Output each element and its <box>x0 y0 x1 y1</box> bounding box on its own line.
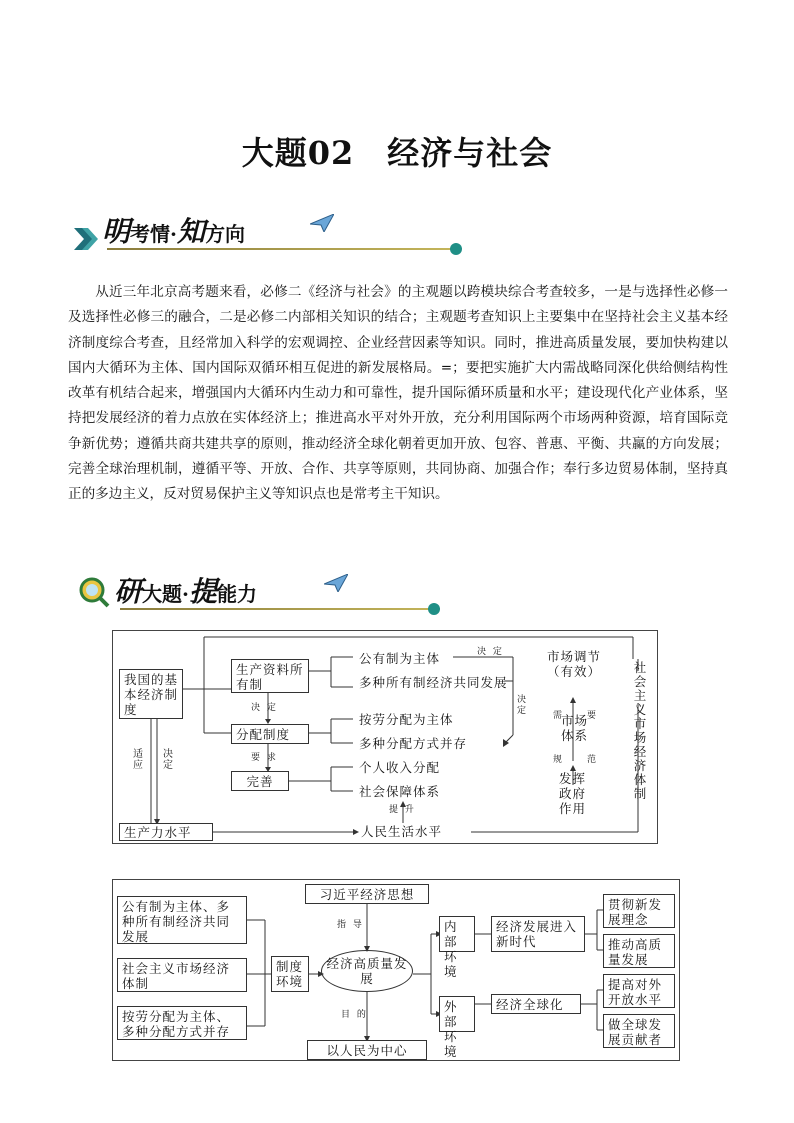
perfect-box: 完善 <box>231 771 289 791</box>
section-header-exam-trends <box>72 206 452 256</box>
norm-label: 范 <box>587 755 599 765</box>
right-box-hq-development: 推动高质量发展 <box>603 934 675 968</box>
section1-char2: 知 <box>176 215 205 248</box>
paper-plane-icon <box>324 574 348 592</box>
government-label: 发挥政府作用 <box>559 771 587 816</box>
page-title: 大题02 经济与社会 <box>241 134 553 172</box>
left-box-market-system: 社会主义市场经济体制 <box>117 958 247 992</box>
market-adjust-label: 市场调节（有效） <box>546 649 601 679</box>
social-security-label: 社会保障体系 <box>359 784 441 799</box>
socialist-market-label: 社会主义市场经济体制 <box>633 660 647 801</box>
multi-dist-label: 多种分配方式并存 <box>359 736 468 751</box>
living-standard-label: 人民生活水平 <box>361 824 443 839</box>
decide-vertical-label: 决定 <box>163 749 173 771</box>
personal-income-label: 个人收入分配 <box>359 760 441 775</box>
globalization-box: 经济全球化 <box>491 994 581 1014</box>
section2-char2: 提 <box>188 575 217 608</box>
section-header-improve-ability <box>72 566 452 616</box>
guide-label: 指 导 <box>337 920 364 930</box>
left-box-ownership: 公有制为主体、多种所有制经济共同发展 <box>117 896 247 944</box>
want-label: 要 <box>587 711 599 721</box>
diagram-basic-economic-system <box>112 630 658 844</box>
intro-paragraph: 从近三年北京高考题来看，必修二《经济与社会》的主观题以跨模块综合考查较多，一是与选择性必修一及选择性必修三的融合，二是必修二内部相关知识的结合；主观题考查知识上主要集中在坚持社会主义基本经济制度综合考查，且经常加入科学的宏观调控、企业经营因素等知识。同时，推进高质量发展，要加快构建以国内大循环为主体、国内国际双循环相互促进的新发展格局。=；要把实施扩大内需战略同深化供给侧结构性改革有机结合起来，增强国内大循环内生动力和可靠性，提升国际循环质量和水平；建设现代化产业体系，坚持把发展经济的着力点放在实体经济上；推进高水平对外开放，充分利用国际两个市场两种资源，培育国际竞争新优势；遵循共商共建共享的原则，推动经济全球化朝着更加开放、包容、普惠、平衡、共赢的方向发展；完善全球治理机制，遵循平等、开放、合作、共享等原则，共同协商、加强合作；奉行多边贸易体制，坚持真正的多边主义，反对贸易保护主义等知识点也是常考主干知识。 <box>68 284 728 503</box>
regulate-label: 规 <box>553 755 565 765</box>
xi-thought-box: 习近平经济思想 <box>305 884 429 904</box>
internal-env-box: 内部环境 <box>439 916 475 952</box>
productivity-box: 生产力水平 <box>119 823 213 841</box>
paper-plane-icon <box>310 214 334 232</box>
magnifier-icon <box>78 576 112 610</box>
purpose-label: 目 的 <box>341 1010 368 1020</box>
need-label: 需 <box>553 711 565 721</box>
public-main-label: 公有制为主体 <box>359 651 441 666</box>
diagram-high-quality-development <box>112 879 680 1061</box>
ownership-box: 生产资料所有制 <box>231 659 309 693</box>
section1-char1: 明 <box>102 215 131 248</box>
adapt-label: 适应 <box>133 749 143 771</box>
system-env-box: 制度环境 <box>271 956 309 992</box>
section2-text2: 能力 <box>217 582 257 606</box>
decide-label-2: 决 定 <box>477 647 504 657</box>
labor-main-label: 按劳分配为主体 <box>359 712 454 727</box>
people-center-box: 以人民为中心 <box>307 1040 427 1060</box>
chevron-right-icon <box>72 224 102 254</box>
left-box-distribution: 按劳分配为主体、多种分配方式并存 <box>117 1006 247 1040</box>
improve-label: 提 升 <box>389 805 416 815</box>
section1-text2: 方向 <box>205 222 245 246</box>
right-box-new-concept: 贯彻新发展理念 <box>603 894 675 928</box>
section1-text1: 考情· <box>130 222 177 246</box>
basic-system-box: 我国的基本经济制度 <box>119 669 183 719</box>
right-box-global-contributor: 做全球发展贡献者 <box>603 1014 675 1048</box>
hq-dev-ellipse: 经济高质量发展 <box>321 950 413 992</box>
section2-text1: 大题· <box>142 582 189 606</box>
decide-label: 决 定 <box>251 703 278 713</box>
new-era-box: 经济发展进入新时代 <box>491 916 585 952</box>
distribution-box: 分配制度 <box>231 724 309 744</box>
require-label: 要 求 <box>251 753 278 763</box>
external-env-box: 外部环境 <box>439 996 475 1032</box>
decide-label-3: 决定 <box>517 695 529 716</box>
section2-char1: 研 <box>114 575 143 608</box>
multi-ownership-label: 多种所有制经济共同发展 <box>359 675 508 690</box>
right-box-opening-up: 提高对外开放水平 <box>603 974 675 1008</box>
market-system-label: 市场体系 <box>561 713 589 743</box>
